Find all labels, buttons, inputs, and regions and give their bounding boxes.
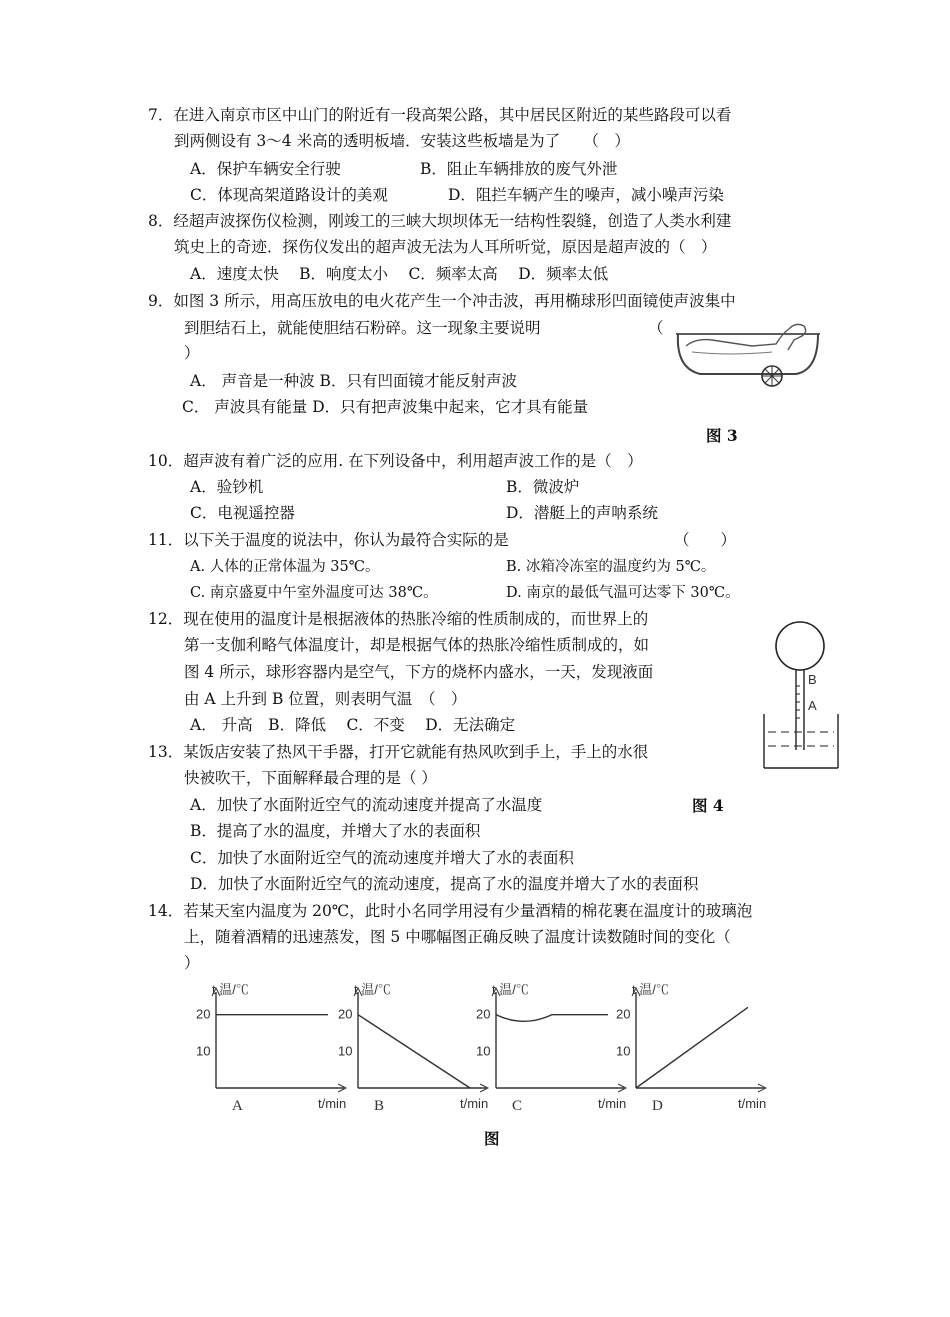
q10-line-1: 10．超声波有着广泛的应用. 在下列设备中，利用超声波工作的是（ ） xyxy=(148,452,643,470)
q9-line-1: 9．如图 3 所示，用高压放电的电火花产生一个冲击波，再用椭球形凹面镜使声波集中 xyxy=(148,292,736,310)
graph-d-x-label: t/min xyxy=(738,1096,767,1111)
q12-line-3: 图 4 所示，球形容器内是空气，下方的烧杯内盛水，一天，发现液面 xyxy=(184,663,654,681)
graph-c-tick-10: 10 xyxy=(476,1043,491,1059)
graph-d-tick-20: 20 xyxy=(616,1006,631,1022)
graph-a-title: A xyxy=(232,1098,243,1114)
q11-option-c: C. 南京盛夏中午室外温度可达 38℃。 xyxy=(190,585,438,601)
figure-3-bathtub-illustration xyxy=(672,316,822,390)
q9-paren-close: ） xyxy=(184,344,200,362)
q10-option-b: B．微波炉 xyxy=(506,478,580,496)
graph-b-title: B xyxy=(374,1098,385,1114)
q11-line-1: 11．以下关于温度的说法中，你认为最符合实际的是 xyxy=(148,531,509,549)
q11-option-d: D. 南京的最低气温可达零下 30℃。 xyxy=(506,585,740,601)
q9-paren-open: （ xyxy=(648,319,664,337)
q7-line-2: 到两侧设有 3～4 米高的透明板墙．安装这些板墙是为了 （ ） xyxy=(174,132,630,150)
graph-d-title: D xyxy=(652,1098,663,1114)
q12-options: A． 升高 B．降低 C．不变 D．无法确定 xyxy=(190,716,516,734)
q13-option-a: A．加快了水面附近空气的流动速度并提高了水温度 xyxy=(190,796,543,814)
q13-option-d: D．加快了水面附近空气的流动速度，提高了水的温度并增大了水的表面积 xyxy=(190,875,699,893)
q12-line-4: 由 A 上升到 B 位置，则表明气温 （ ） xyxy=(184,690,467,708)
graph-b-tick-20: 20 xyxy=(338,1006,353,1022)
graph-d-tick-10: 10 xyxy=(616,1043,631,1059)
figure-4-label-a: A xyxy=(808,698,817,713)
q14-line-1: 14．若某天室内温度为 20℃，此时小名同学用浸有少量酒精的棉花裹在温度计的玻璃泡 xyxy=(148,902,753,920)
figure-5-graphs xyxy=(196,980,790,1120)
q9-line-2: 到胆结石上，就能使胆结石粉碎。这一现象主要说明 xyxy=(184,319,541,337)
q8-line-2: 筑史上的奇迹．探伤仪发出的超声波无法为人耳所听觉，原因是超声波的（ ） xyxy=(174,238,717,256)
graph-d-curve xyxy=(636,1007,748,1088)
figure-5-caption: 图 xyxy=(484,1129,500,1148)
q12-line-1: 12．现在使用的温度计是根据液体的热胀冷缩的性质制成的，而世界上的 xyxy=(148,610,649,628)
q13-option-b: B．提高了水的温度，并增大了水的表面积 xyxy=(190,822,481,840)
graph-c-y-label: t 温/℃ xyxy=(492,982,529,997)
graph-a-x-label: t/min xyxy=(318,1096,347,1111)
graph-b-y-label: t 温/℃ xyxy=(354,982,391,997)
graph-b-x-label: t/min xyxy=(460,1096,489,1111)
q10-option-c: C．电视遥控器 xyxy=(190,504,295,522)
graph-b-tick-10: 10 xyxy=(338,1043,353,1059)
figure-4-label-b: B xyxy=(808,672,817,687)
figure-3-caption: 图 3 xyxy=(706,426,738,445)
q13-line-2: 快被吹干，下面解释最合理的是（ ） xyxy=(184,769,437,787)
q8-line-1: 8．经超声波探伤仪检测，刚竣工的三峡大坝坝体无一结构性裂缝，创造了人类水利建 xyxy=(148,212,732,230)
q13-line-1: 13．某饭店安装了热风干手器，打开它就能有热风吹到手上，手上的水很 xyxy=(148,743,649,761)
q7-option-b: B．阻止车辆排放的废气外泄 xyxy=(420,160,618,178)
q14-line-2: 上，随着酒精的迅速蒸发，图 5 中哪幅图正确反映了温度计读数随时间的变化（ xyxy=(184,928,731,946)
q9-options-cd: C． 声波具有能量 D．只有把声波集中起来，它才具有能量 xyxy=(182,398,589,416)
graph-d-y-label: t 温/℃ xyxy=(632,982,669,997)
q9-options-ab: A． 声音是一种波 B．只有凹面镜才能反射声波 xyxy=(190,372,517,390)
q11-option-a: A. 人体的正常体温为 35℃。 xyxy=(190,559,380,575)
graph-c-x-label: t/min xyxy=(598,1096,627,1111)
q7-option-c: C．体现高架道路设计的美观 xyxy=(190,186,388,204)
graph-b-curve xyxy=(358,1015,470,1088)
figure-4-gas-thermometer xyxy=(756,616,846,776)
graph-a-tick-20: 20 xyxy=(196,1006,211,1022)
graph-c-title: C xyxy=(512,1098,523,1114)
graph-c-curve xyxy=(496,1015,608,1022)
q7-line-1: 7．在进入南京市区中山门的附近有一段高架公路，其中居民区附近的某些路段可以看 xyxy=(148,106,732,124)
q14-line-3: ） xyxy=(184,954,200,972)
graph-a-y-label: t 温/℃ xyxy=(212,982,249,997)
q10-option-a: A．验钞机 xyxy=(190,478,264,496)
figure-4-caption: 图 4 xyxy=(692,796,724,815)
q11-paren: （ ） xyxy=(674,531,737,549)
q10-option-d: D．潜艇上的声呐系统 xyxy=(506,504,658,522)
graph-c-tick-20: 20 xyxy=(476,1006,491,1022)
graph-a-tick-10: 10 xyxy=(196,1043,211,1059)
q7-option-d: D．阻拦车辆产生的噪声，减小噪声污染 xyxy=(448,186,724,204)
q13-option-c: C．加快了水面附近空气的流动速度并增大了水的表面积 xyxy=(190,849,574,867)
q11-option-b: B. 冰箱冷冻室的温度约为 5℃。 xyxy=(506,559,716,575)
q7-option-a: A．保护车辆安全行驶 xyxy=(190,160,341,178)
q12-line-2: 第一支伽利略气体温度计，却是根据气体的热胀冷缩性质制成的，如 xyxy=(184,636,650,654)
q8-options: A．速度太快 B．响度太小 C．频率太高 D．频率太低 xyxy=(190,265,609,283)
